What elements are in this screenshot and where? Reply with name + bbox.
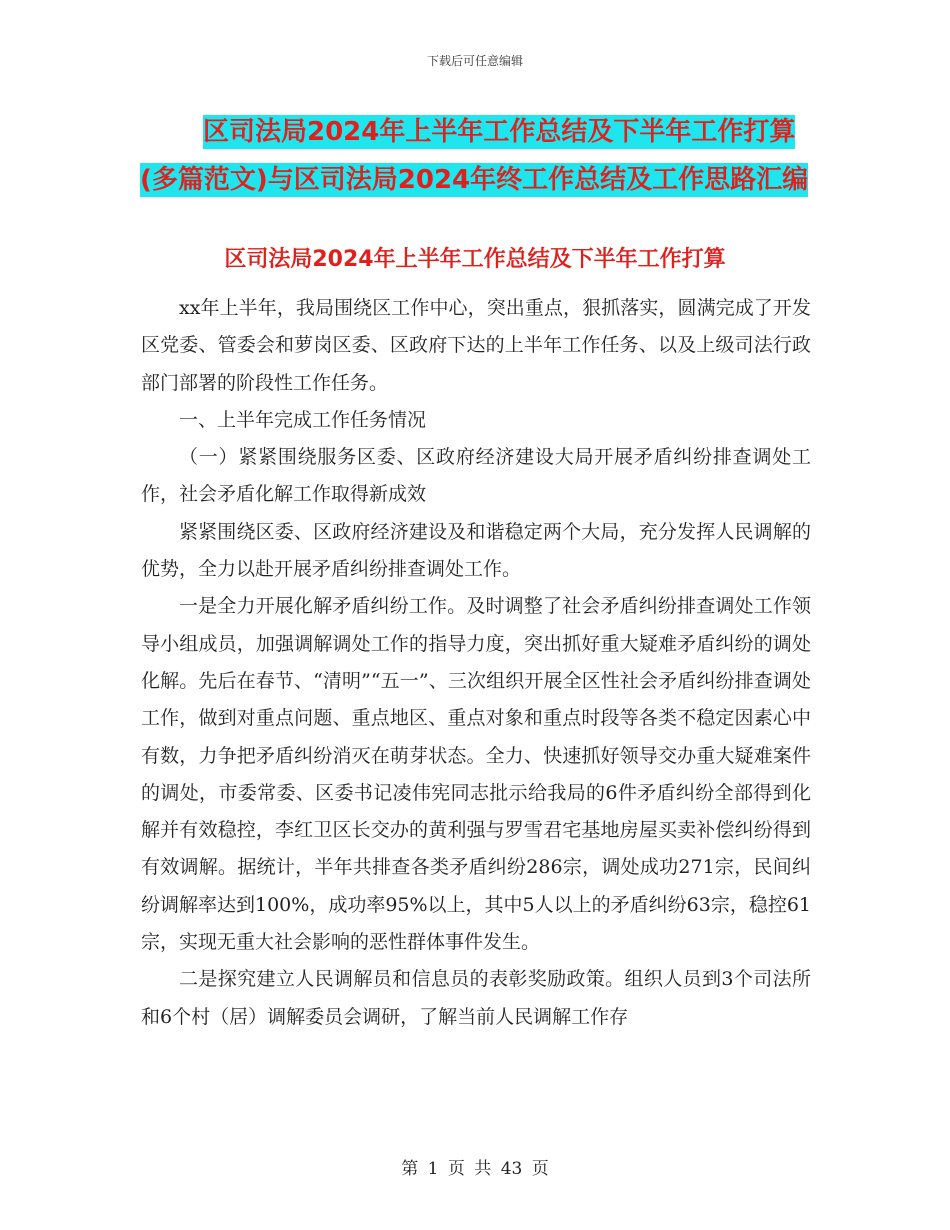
paragraph: xx年上半年，我局围绕区工作中心，突出重点，狠抓落实，圆满完成了开发区党委、管委会和萝岗区委、区政府下达的上半年工作任务、以及上级司法行政部门部署的阶段性工作任务。: [141, 297, 811, 394]
paragraph: 紧紧围绕区委、区政府经济建设及和谐稳定两个大局，充分发挥人民调解的优势，全力以赴开展矛盾纠纷排查调处工作。: [141, 520, 811, 581]
document-title-line-1: [140, 108, 830, 156]
paragraph: （一）紧紧围绕服务区委、区政府经济建设大局开展矛盾纠纷排查调处工作，社会矛盾化解工作取得新成效: [141, 446, 811, 506]
page-number: 第 1 页 共 43 页: [401, 1159, 549, 1179]
document-title-line-1-text: 区司法局2024年上半年工作总结及下半年工作打算: [203, 117, 796, 147]
document-title-line-2: [140, 156, 830, 204]
section-title: 区司法局2024年上半年工作总结及下半年工作打算: [224, 247, 726, 272]
document-title: [140, 108, 830, 204]
paragraph: 一是全力开展化解矛盾纠纷工作。及时调整了社会矛盾纠纷排查调处工作领导小组成员，加强调解调处工作的指导力度，突出抓好重大疑难矛盾纠纷的调处化解。先后在春节、“清明”“五一”、三次组织开展全区性社会矛盾纠纷排查调处工作，做到对重点问题、重点地区、重点对象和重点时段等各类不稳定因素心中有数，力争把矛盾纠纷消灭在萌芽状态。全力、快速抓好领导交办重大疑难案件的调处，市委常委、区委书记凌伟宪同志批示给我局的6件矛盾纠纷全部得到化解并有效稳控，李红卫区长交办的黄利强与罗雪君宅基地房屋买卖补偿纠纷得到有效调解。据统计，半年共排查各类矛盾纠纷286宗，调处成功271宗，民间纠纷调解率达到100%，成功率95%以上，其中5人以上的矛盾纠纷63宗，稳控61宗，实现无重大社会影响的恶性群体事件发生。: [141, 595, 811, 954]
document-body: [141, 290, 811, 1036]
paragraph: 一、上半年完成工作任务情况: [179, 408, 427, 431]
paragraph: 二是探究建立人民调解员和信息员的表彰奖励政策。组织人员到3个司法所和6个村（居）调解委员会调研，了解当前人民调解工作存: [141, 968, 811, 1028]
document-title-line-2-text: (多篇范文)与区司法局2024年终工作总结及工作思路汇编: [140, 165, 809, 195]
page-header-note: 下载后可任意编辑: [426, 54, 523, 68]
